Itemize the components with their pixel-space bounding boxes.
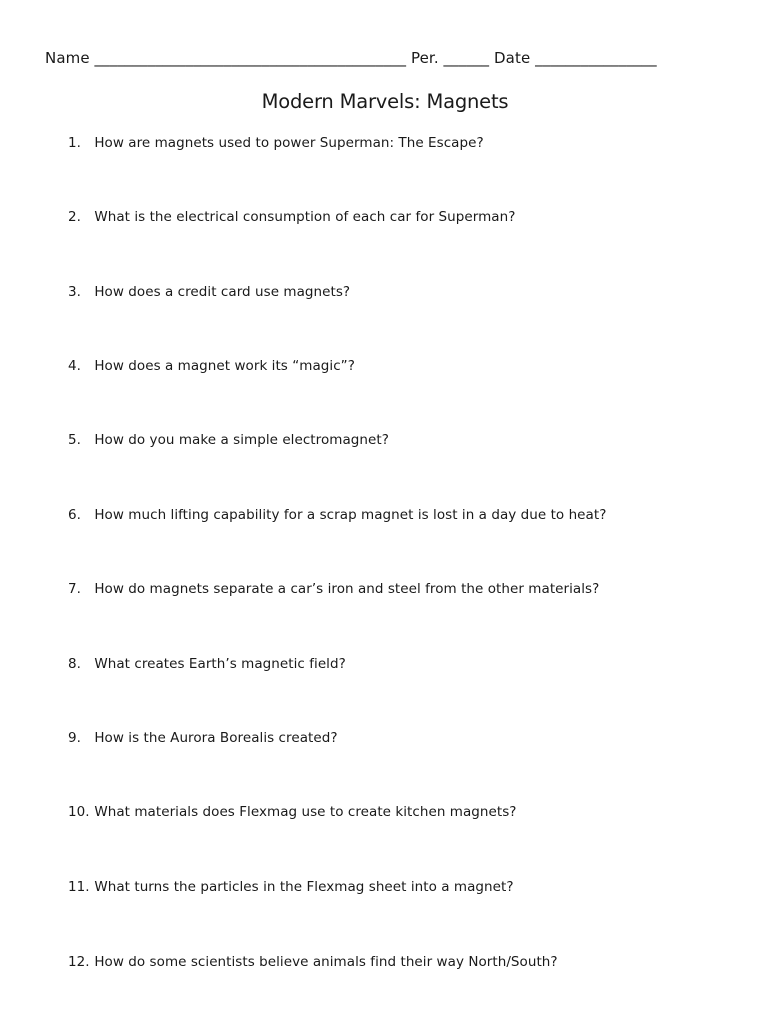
question-number: 12. [68,954,90,970]
question-number: 11. [68,879,90,895]
question-number: 8. [68,656,81,672]
question-text: How does a magnet work its “magic”? [94,358,355,374]
page-title: Modern Marvels: Magnets [261,90,509,113]
question-text: How do some scientists believe animals find their way North/South? [94,954,558,970]
question-item [68,954,558,970]
question-text: How is the Aurora Borealis created? [94,730,338,746]
question-text: How does a credit card use magnets? [94,284,351,300]
question-item [68,432,389,448]
question-number: 6. [68,507,81,523]
question-item [68,879,514,895]
question-item [68,135,484,151]
question-number: 9. [68,730,81,746]
question-item [68,804,517,820]
question-number: 7. [68,581,81,597]
question-item [68,730,338,746]
question-text: What materials does Flexmag use to create kitchen magnets? [94,804,517,820]
question-number: 3. [68,284,81,300]
question-number: 1. [68,135,81,151]
question-text: What turns the particles in the Flexmag sheet into a magnet? [94,879,514,895]
question-item [68,507,606,523]
question-text: How are magnets used to power Superman: The Escape? [94,135,484,151]
question-text: What is the electrical consumption of each car for Superman? [94,209,516,225]
question-item [68,284,350,300]
question-text: How do magnets separate a car’s iron and steel from the other materials? [94,581,600,597]
question-number: 2. [68,209,81,225]
question-number: 4. [68,358,81,374]
student-info-line: Name _________________________________________ Per. ______ Date ________________ [45,49,657,67]
question-number: 5. [68,432,81,448]
question-text: How much lifting capability for a scrap magnet is lost in a day due to heat? [94,507,607,523]
question-item [68,209,515,225]
question-text: How do you make a simple electromagnet? [94,432,389,448]
question-item [68,358,355,374]
question-text: What creates Earth’s magnetic field? [94,656,346,672]
question-item [68,581,599,597]
question-number: 10. [68,804,90,820]
question-item [68,656,346,672]
